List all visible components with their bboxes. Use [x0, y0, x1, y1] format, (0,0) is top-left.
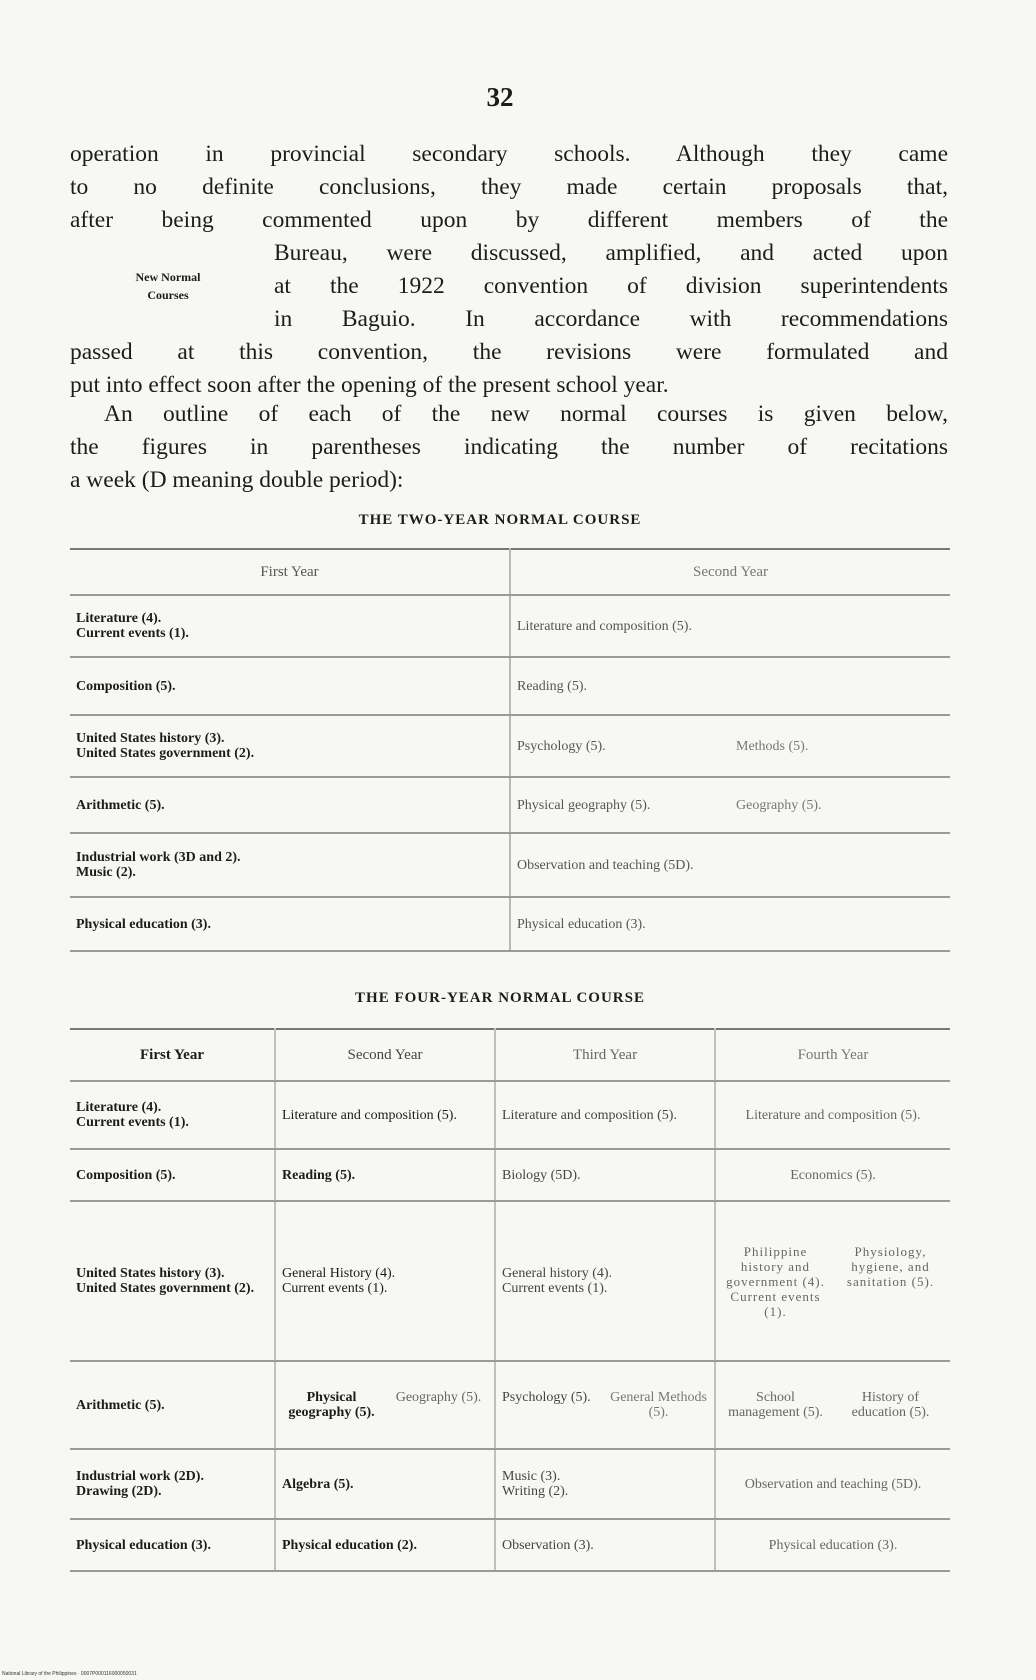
column-header: Third Year [495, 1029, 715, 1081]
table-cell: Observation and teaching (5D). [510, 833, 950, 897]
column-header: Second Year [510, 549, 950, 595]
text-line: the figures in parentheses indicating the number of recitations [70, 434, 948, 460]
table-cell: Geography (5). [730, 777, 950, 833]
table-cell: School management (5). History of education (5). [715, 1361, 950, 1449]
column-header: Second Year [275, 1029, 495, 1081]
table-cell: Methods (5). [730, 715, 950, 777]
column-header: First Year [70, 549, 510, 595]
four-year-table-title: THE FOUR-YEAR NORMAL COURSE [355, 990, 645, 1006]
paragraph-2 [70, 398, 948, 497]
table-cell: Observation and teaching (5D). [715, 1449, 950, 1519]
text-line: passed at this convention, the revisions were formulated and [70, 339, 948, 365]
two-year-table-title: THE TWO-YEAR NORMAL COURSE [358, 512, 642, 528]
text-line: to no definite conclusions, they made certain proposals that, [70, 174, 948, 200]
text-line: after being commented upon by different members of the [70, 207, 948, 233]
table-cell: Literature and composition (5). [275, 1081, 495, 1149]
table-cell: Reading (5). [275, 1149, 495, 1201]
margin-note-line: Courses [147, 288, 189, 302]
table-cell: United States history (3). United States government (2). [70, 1201, 275, 1361]
table-cell: Physical geography (5). Geography (5). [275, 1361, 495, 1449]
table-cell: Industrial work (2D). Drawing (2D). [70, 1449, 275, 1519]
table-cell: General history (4). Current events (1). [495, 1201, 715, 1361]
table-cell: Physical education (3). [70, 897, 510, 951]
table-cell: Economics (5). [715, 1149, 950, 1201]
table-cell: Observation (3). [495, 1519, 715, 1571]
table-cell: Philippine history and government (4). Current events (1). Physiology, hygiene, and sanitation (5). [715, 1201, 950, 1361]
table-cell: Literature (4). Current events (1). [70, 1081, 275, 1149]
text-line: An outline of each of the new normal courses is given below, [104, 401, 948, 427]
page-number: 32 [486, 82, 514, 112]
table-cell: Biology (5D). [495, 1149, 715, 1201]
table-cell: Literature and composition (5). [715, 1081, 950, 1149]
table-cell: Reading (5). [510, 657, 950, 715]
margin-note [98, 268, 238, 304]
table-cell: Psychology (5). General Methods (5). [495, 1361, 715, 1449]
table-cell: Arithmetic (5). [70, 1361, 275, 1449]
table-cell: Algebra (5). [275, 1449, 495, 1519]
column-header: First Year [70, 1029, 275, 1081]
table-cell: Literature and composition (5). [495, 1081, 715, 1149]
text-line: operation in provincial secondary schools. Although they came [70, 141, 948, 167]
two-year-course-table [70, 548, 950, 952]
column-header: Fourth Year [715, 1029, 950, 1081]
library-footer: National Library of the Philippines · 0007P000116000050031 [2, 1671, 137, 1677]
table-cell: Physical education (3). [70, 1519, 275, 1571]
table-cell: Physical education (3). [510, 897, 950, 951]
text-line: a week (D meaning double period): [70, 467, 404, 493]
text-line: Bureau, were discussed, amplified, and acted upon [274, 240, 948, 266]
table-cell: Music (3). Writing (2). [495, 1449, 715, 1519]
table-cell: United States history (3). United States government (2). [70, 715, 510, 777]
table-cell: General History (4). Current events (1). [275, 1201, 495, 1361]
table-cell: Physical geography (5). [510, 777, 730, 833]
text-line: at the 1922 convention of division superintendents [274, 273, 948, 299]
table-cell: Physical education (2). [275, 1519, 495, 1571]
four-year-course-table [70, 1028, 950, 1572]
table-cell: Industrial work (3D and 2). Music (2). [70, 833, 510, 897]
text-line: put into effect soon after the opening of the present school year. [70, 372, 669, 398]
table-cell: Composition (5). [70, 1149, 275, 1201]
table-cell: Psychology (5). [510, 715, 730, 777]
table-cell: Arithmetic (5). [70, 777, 510, 833]
table-cell: Composition (5). [70, 657, 510, 715]
table-cell: Physical education (3). [715, 1519, 950, 1571]
table-cell: Literature and composition (5). [510, 595, 950, 657]
margin-note-line: New Normal [135, 270, 201, 284]
text-line: in Baguio. In accordance with recommendations [274, 306, 948, 332]
table-cell: Literature (4). Current events (1). [70, 595, 510, 657]
